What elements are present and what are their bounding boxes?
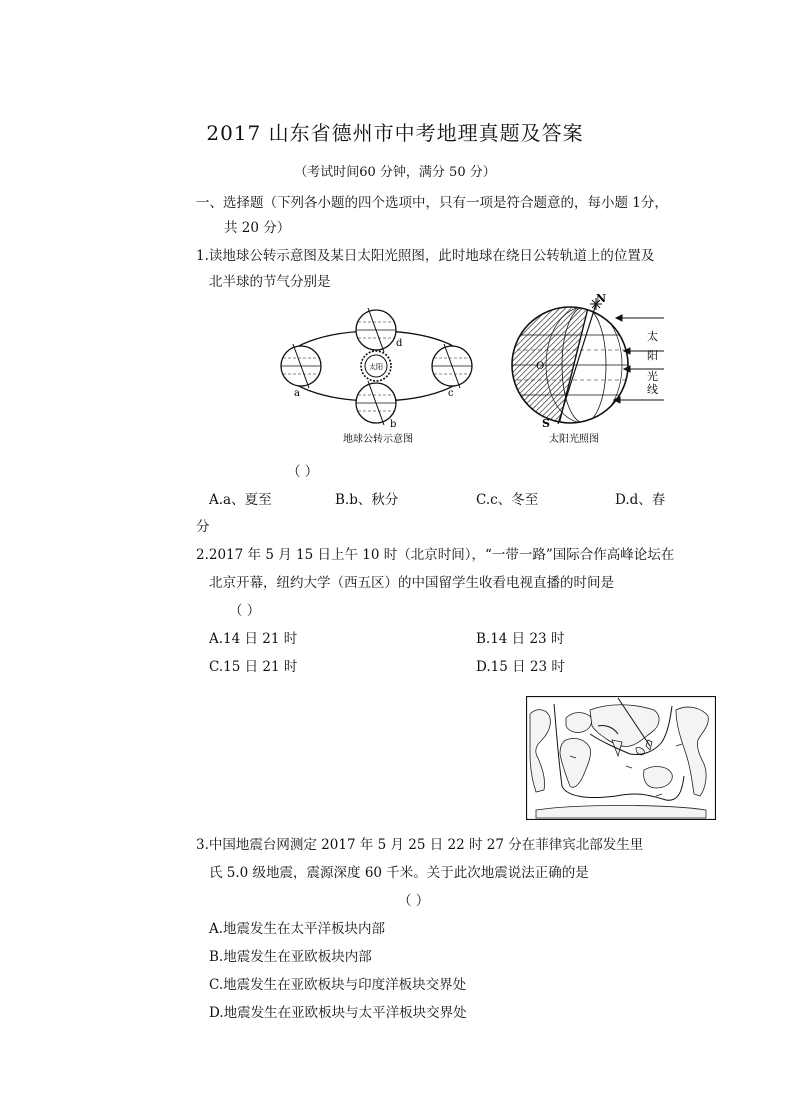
q2-option-a[interactable]: A.14 日 21 时 <box>209 631 298 647</box>
q3-stem-line1: 3.中国地震台网测定 2017 年 5 月 25 日 22 时 27 分在菲律宾北部发生里 <box>196 837 644 853</box>
north-pole-label: N <box>596 292 607 305</box>
q1-option-c[interactable]: C.c、冬至 <box>476 492 539 508</box>
q3-option-a[interactable]: A.地震发生在太平洋板块内部 <box>209 921 386 937</box>
sunlight-illumination-diagram <box>502 292 672 452</box>
sunlight-caption: 太阳光照图 <box>549 434 599 445</box>
q1-option-a[interactable]: A.a、夏至 <box>209 492 272 508</box>
q2-option-b[interactable]: B.14 日 23 时 <box>476 631 565 647</box>
page-title: 2017 山东省德州市中考地理真题及答案 <box>206 121 584 145</box>
sunray-char-3: 光 <box>647 370 658 383</box>
earth-position-d <box>356 308 396 352</box>
q2-answer-bracket: （ ） <box>229 603 261 619</box>
label-a: a <box>294 388 300 399</box>
sunray-char-2: 阳 <box>647 349 658 362</box>
q1-answer-bracket: （ ） <box>287 464 319 480</box>
q3-option-c[interactable]: C.地震发生在亚欧板块与印度洋板块交界处 <box>209 977 467 993</box>
label-b: b <box>390 419 397 430</box>
q1-stem-line2: 北半球的节气分别是 <box>209 274 331 290</box>
q3-stem-line2: 氏 5.0 级地震，震源深度 60 千米。关于此次地震说法正确的是 <box>209 865 589 881</box>
earth-revolution-caption: 地球公转示意图 <box>343 434 413 445</box>
q2-option-d[interactable]: D.15 日 23 时 <box>476 659 565 675</box>
south-pole-label: S <box>542 417 550 430</box>
center-label: O <box>536 361 545 372</box>
exam-info: （考试时间60 分钟，满分 50 分） <box>294 165 496 180</box>
q1-stem-line1: 1.读地球公转示意图及某日太阳光照图，此时地球在绕日公转轨道上的位置及 <box>196 248 655 264</box>
q1-option-d-wrap: 分 <box>196 519 210 535</box>
q2-stem-line1: 2.2017 年 5 月 15 日上午 10 时（北京时间），“一带一路”国际合作高峰论坛在 <box>196 547 675 563</box>
earth-position-c <box>432 344 472 388</box>
q2-option-c[interactable]: C.15 日 21 时 <box>209 659 298 675</box>
q3-option-d[interactable]: D.地震发生在亚欧板块与太平洋板块交界处 <box>209 1005 467 1021</box>
section-heading-line2: 共 20 分） <box>224 220 291 236</box>
label-d: d <box>396 338 403 349</box>
q1-option-d[interactable]: D.d、春 <box>615 492 666 508</box>
earth-revolution-diagram <box>270 296 485 451</box>
q2-stem-line2: 北京开幕，纽约大学（西五区）的中国留学生收看电视直播的时间是 <box>209 575 614 591</box>
earth-position-a <box>281 344 321 388</box>
q3-option-b[interactable]: B.地震发生在亚欧板块内部 <box>209 949 372 965</box>
label-c: c <box>448 388 454 399</box>
q1-option-b[interactable]: B.b、秋分 <box>335 492 399 508</box>
sunray-char-4: 线 <box>647 383 658 396</box>
sunray-char-1: 太 <box>647 330 658 343</box>
section-heading-line1: 一、选择题（下列各小题的四个选项中，只有一项是符合题意的，每小题 1分， <box>196 195 668 211</box>
q3-answer-bracket: （ ） <box>398 893 430 909</box>
world-plate-map <box>526 696 716 820</box>
sun-label: 太阳 <box>369 363 383 371</box>
